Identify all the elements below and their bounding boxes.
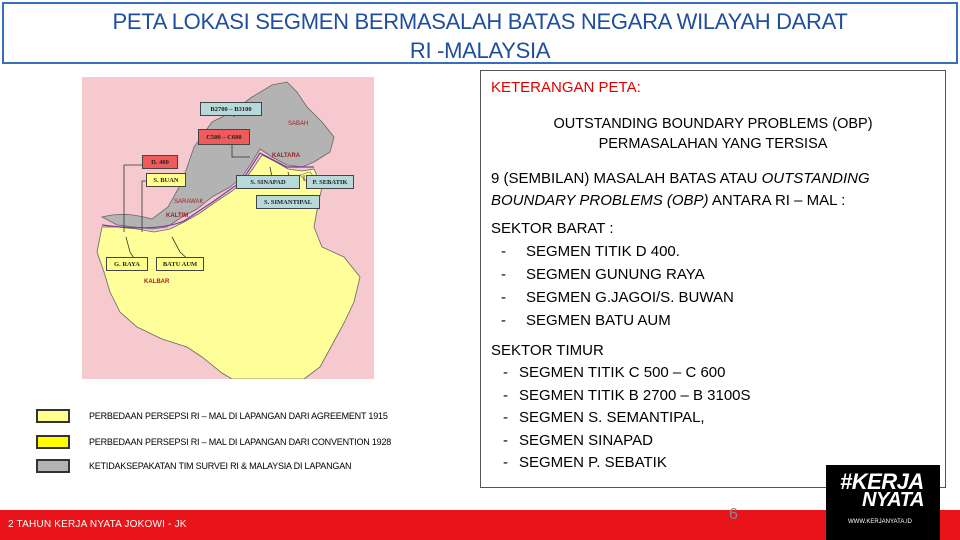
page-number: 6 [729, 506, 738, 523]
intro-italic-2: BOUNDARY PROBLEMS (OBP) [491, 192, 709, 209]
kerja-nyata-logo [826, 465, 940, 540]
tag-b2700-b3100: B2700 – B3100 [200, 102, 262, 116]
list-item: - SEGMEN BATU AUM [501, 312, 671, 329]
logo-url: WWW.KERJANYATA.ID [848, 519, 912, 525]
sektor-barat-title: SEKTOR BARAT : [491, 220, 614, 237]
list-item: - SEGMEN SINAPAD [503, 431, 653, 449]
panel-subheading [491, 114, 935, 154]
footer-text: 2 TAHUN KERJA NYATA JOKOWI - JK [8, 519, 187, 530]
list-item: - SEGMEN P. SEBATIK [503, 454, 667, 471]
legend-text: PERBEDAAN PERSEPSI RI – MAL DI LAPANGAN DARI CONVENTION 1928 [89, 437, 392, 447]
list-item: - SEGMEN G.JAGOI/S. BUWAN [501, 289, 734, 306]
list-item: - SEGMEN S. SEMANTIPAL, [503, 409, 705, 426]
intro-prefix: 9 (SEMBILAN) MASALAH BATAS ATAU [491, 170, 762, 187]
list-item: - SEGMEN TITIK B 2700 – B 3100S [503, 386, 751, 404]
logo-line-2: NYATA [862, 489, 924, 511]
logo-line-1: #KERJA [840, 469, 924, 494]
subheading-line-1: OUTSTANDING BOUNDARY PROBLEMS (OBP) [553, 116, 873, 132]
label-sarawak: SARAWAK [174, 199, 204, 205]
panel-intro [491, 168, 935, 212]
legend-swatch-light-yellow [36, 409, 70, 423]
tag-s-sinapad: S. SINAPAD [236, 175, 300, 189]
label-kaltim: KALTIM [166, 213, 189, 219]
boundary-map [82, 77, 374, 379]
title-line-2: RI -MALAYSIA [409, 38, 551, 63]
tag-s-simantipal: S. SIMANTIPAL [256, 195, 320, 209]
legend-text: KETIDAKSEPAKATAN TIM SURVEI RI & MALAYSIA DI LAPANGAN [89, 461, 352, 471]
list-item: - SEGMEN TITIK C 500 – C 600 [503, 364, 726, 381]
intro-suffix: ANTARA RI – MAL : [708, 192, 846, 209]
tag-c500-c600: C500 – C600 [198, 129, 250, 145]
sektor-timur-list [491, 362, 935, 475]
legend-swatch-yellow [36, 435, 70, 449]
title-line-1: PETA LOKASI SEGMEN BERMASALAH BATAS NEGARA WILAYAH DARAT [112, 9, 848, 34]
list-item: - SEGMEN GUNUNG RAYA [501, 266, 705, 283]
tag-p-sebatik: P. SEBATIK [306, 175, 354, 189]
subheading-line-2: PERMASALAHAN YANG TERSISA [598, 136, 828, 152]
list-item: - SEGMEN TITIK D 400. [501, 243, 680, 260]
intro-italic-1: OUTSTANDING [761, 170, 870, 187]
legend-swatch-grey [36, 459, 70, 473]
tag-g-raya: G. RAYA [106, 257, 148, 271]
page-title [2, 2, 958, 64]
map-legend-panel [480, 70, 946, 488]
map-graphic [82, 77, 374, 379]
tag-s-buan: S. BUAN [146, 173, 186, 187]
tag-d400: D. 400 [142, 155, 178, 169]
legend-text: PERBEDAAN PERSEPSI RI – MAL DI LAPANGAN DARI AGREEMENT 1915 [89, 411, 388, 421]
panel-heading: KETERANGAN PETA: [491, 79, 641, 96]
sektor-timur-title: SEKTOR TIMUR [491, 342, 604, 359]
sektor-barat-list [491, 240, 935, 332]
tag-batu-aum: BATU AUM [156, 257, 204, 271]
label-kalbar: KALBAR [144, 279, 170, 285]
label-sabah: SABAH [288, 121, 309, 127]
footer-bar [0, 510, 960, 540]
label-kaltara: KALTARA [272, 153, 301, 159]
